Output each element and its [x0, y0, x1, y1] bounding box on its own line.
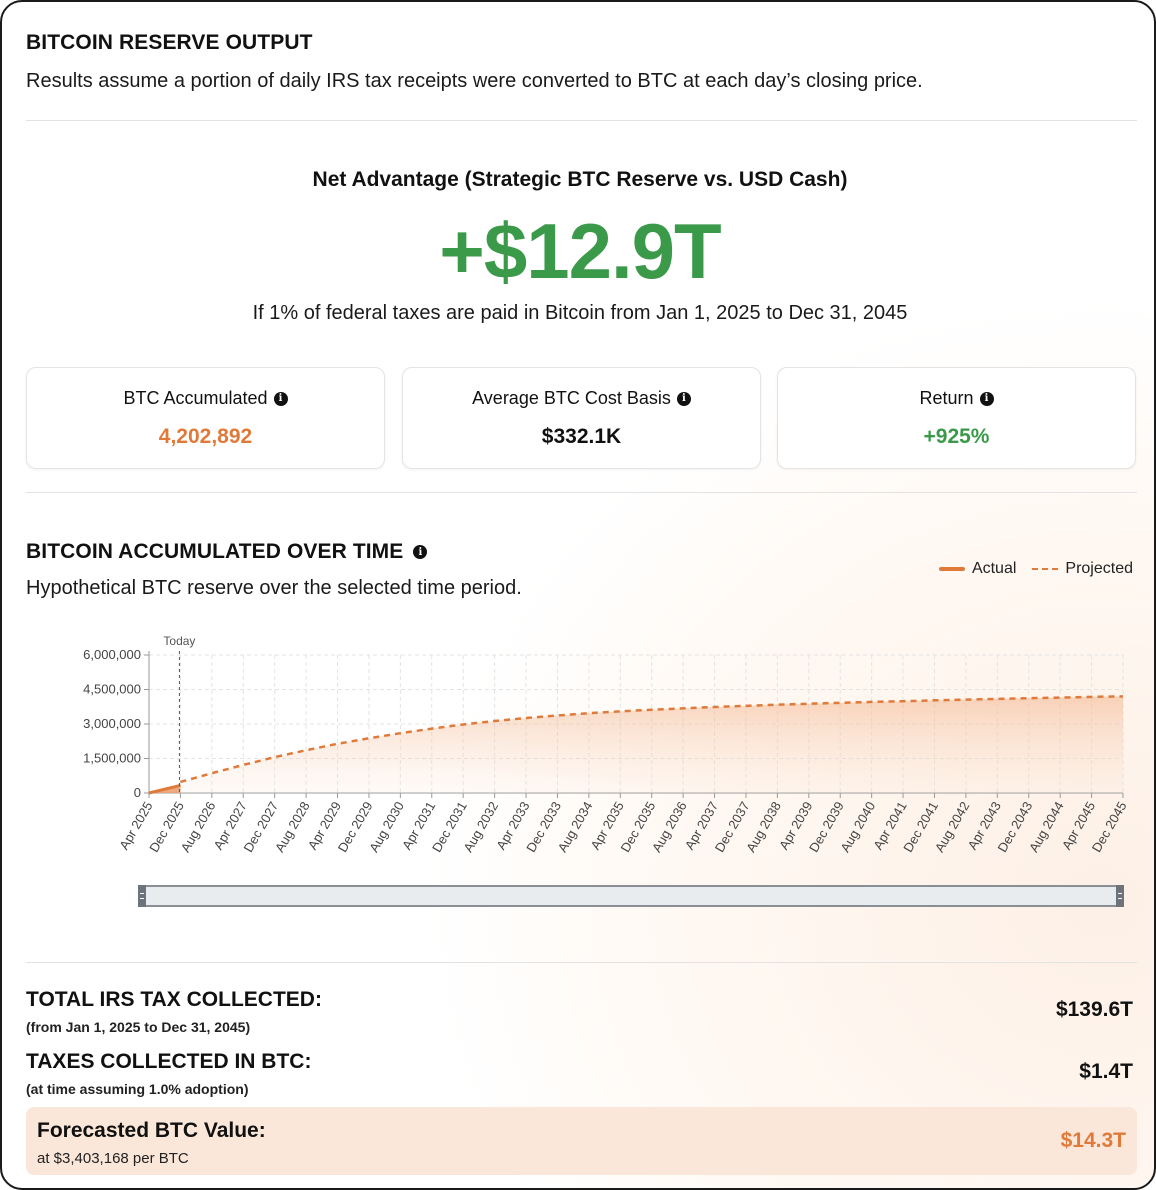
stat-value: $332.1K: [541, 425, 622, 448]
stat-average-cost-basis: [402, 367, 761, 469]
x-tick-label: Apr 2031: [398, 799, 439, 853]
x-tick-label: Apr 2035: [587, 799, 627, 853]
forecast-value: $14.3T: [1060, 1129, 1126, 1152]
divider: [26, 120, 1137, 121]
legend-swatch-solid: [939, 567, 965, 571]
btc-taxes-value: $1.4T: [1079, 1060, 1133, 1083]
x-tick-label: Dec 2039: [806, 799, 847, 855]
x-tick-label: Dec 2045: [1088, 799, 1130, 855]
stat-return: [777, 367, 1136, 469]
info-icon[interactable]: i: [980, 392, 994, 406]
btc-taxes-sub: (at time assuming 1.0% adoption): [26, 1081, 249, 1097]
x-tick-label: Aug 2042: [931, 799, 973, 855]
x-tick-label: Apr 2037: [681, 799, 722, 853]
x-tick-label: Dec 2041: [900, 799, 942, 855]
x-tick-label: Aug 2028: [271, 799, 313, 855]
forecast-sub: at $3,403,168 per BTC: [37, 1150, 189, 1167]
chart-subtitle: Hypothetical BTC reserve over the selected time period.: [26, 577, 522, 599]
x-tick-label: Aug 2036: [648, 799, 690, 855]
net-advantage-value: +$12.9T: [439, 207, 721, 295]
x-tick-label: Dec 2025: [146, 799, 188, 855]
x-tick-label: Dec 2027: [240, 799, 282, 855]
total-tax-value: $139.6T: [1055, 998, 1133, 1021]
x-tick-label: Apr 2029: [304, 799, 345, 853]
stat-value: 4,202,892: [158, 425, 253, 448]
y-tick-label: 4,500,000: [83, 681, 141, 697]
x-tick-label: Dec 2029: [334, 799, 376, 855]
x-tick-label: Dec 2043: [994, 799, 1036, 855]
x-tick-label: Apr 2027: [210, 799, 250, 853]
total-tax-sub: (from Jan 1, 2025 to Dec 31, 2045): [26, 1019, 251, 1035]
y-tick-label: 0: [133, 785, 141, 800]
y-tick-label: 1,500,000: [83, 750, 141, 766]
divider: [26, 492, 1137, 493]
forecast-box: [26, 1107, 1137, 1175]
slider-handle-left[interactable]: [138, 885, 146, 907]
section-title: BITCOIN RESERVE OUTPUT: [26, 31, 313, 54]
forecast-label: Forecasted BTC Value:: [37, 1119, 266, 1142]
x-tick-label: Aug 2030: [366, 799, 407, 855]
x-tick-label: Apr 2025: [116, 799, 156, 853]
btc-accumulated-chart: [2, 622, 1156, 882]
x-tick-label: Aug 2038: [743, 799, 784, 855]
info-icon[interactable]: i: [413, 545, 427, 559]
divider: [26, 962, 1137, 963]
x-tick-label: Dec 2037: [711, 799, 753, 855]
x-tick-label: Apr 2043: [964, 799, 1004, 853]
stat-value: +925%: [923, 425, 990, 448]
x-tick-label: Dec 2031: [428, 799, 470, 855]
y-tick-label: 3,000,000: [83, 716, 141, 731]
x-tick-label: Dec 2033: [523, 799, 565, 855]
chart-title-text: BITCOIN ACCUMULATED OVER TIME: [26, 540, 404, 563]
chart-title: [26, 540, 427, 564]
x-tick-label: Aug 2034: [554, 799, 596, 855]
slider-handle-right[interactable]: [1116, 885, 1124, 907]
x-tick-label: Apr 2039: [776, 799, 816, 853]
y-tick-label: 6,000,000: [83, 647, 141, 662]
x-tick-label: Aug 2040: [837, 799, 879, 855]
x-tick-label: Apr 2045: [1058, 799, 1099, 853]
legend-projected[interactable]: [1032, 560, 1133, 578]
net-advantage-label: Net Advantage (Strategic BTC Reserve vs. USD Cash): [312, 168, 848, 191]
legend-label: Projected: [1065, 560, 1133, 577]
stat-label: Return: [919, 388, 974, 408]
x-tick-label: Aug 2044: [1025, 799, 1067, 855]
section-subtitle: Results assume a portion of daily IRS tax receipts were converted to BTC at each day’s closing price.: [26, 70, 923, 92]
chart-legend: [933, 560, 1133, 578]
stat-btc-accumulated: [26, 367, 385, 469]
x-tick-label: Apr 2033: [493, 799, 533, 853]
x-tick-label: Aug 2032: [460, 799, 502, 855]
info-icon[interactable]: i: [274, 392, 288, 406]
net-advantage-caption: If 1% of federal taxes are paid in Bitcoin from Jan 1, 2025 to Dec 31, 2045: [252, 302, 908, 324]
total-tax-label: TOTAL IRS TAX COLLECTED:: [26, 988, 322, 1011]
x-tick-label: Dec 2035: [617, 799, 659, 855]
range-slider[interactable]: [138, 885, 1124, 907]
legend-label: Actual: [971, 560, 1017, 577]
x-tick-label: Aug 2026: [177, 799, 219, 855]
stat-label: Average BTC Cost Basis: [472, 388, 671, 408]
btc-taxes-label: TAXES COLLECTED IN BTC:: [26, 1050, 312, 1073]
stat-label: BTC Accumulated: [123, 388, 268, 408]
today-label: Today: [163, 634, 196, 648]
legend-actual[interactable]: [939, 560, 1016, 578]
x-tick-label: Apr 2041: [870, 799, 910, 853]
info-icon[interactable]: i: [677, 392, 691, 406]
legend-swatch-dashed: [1032, 568, 1058, 570]
